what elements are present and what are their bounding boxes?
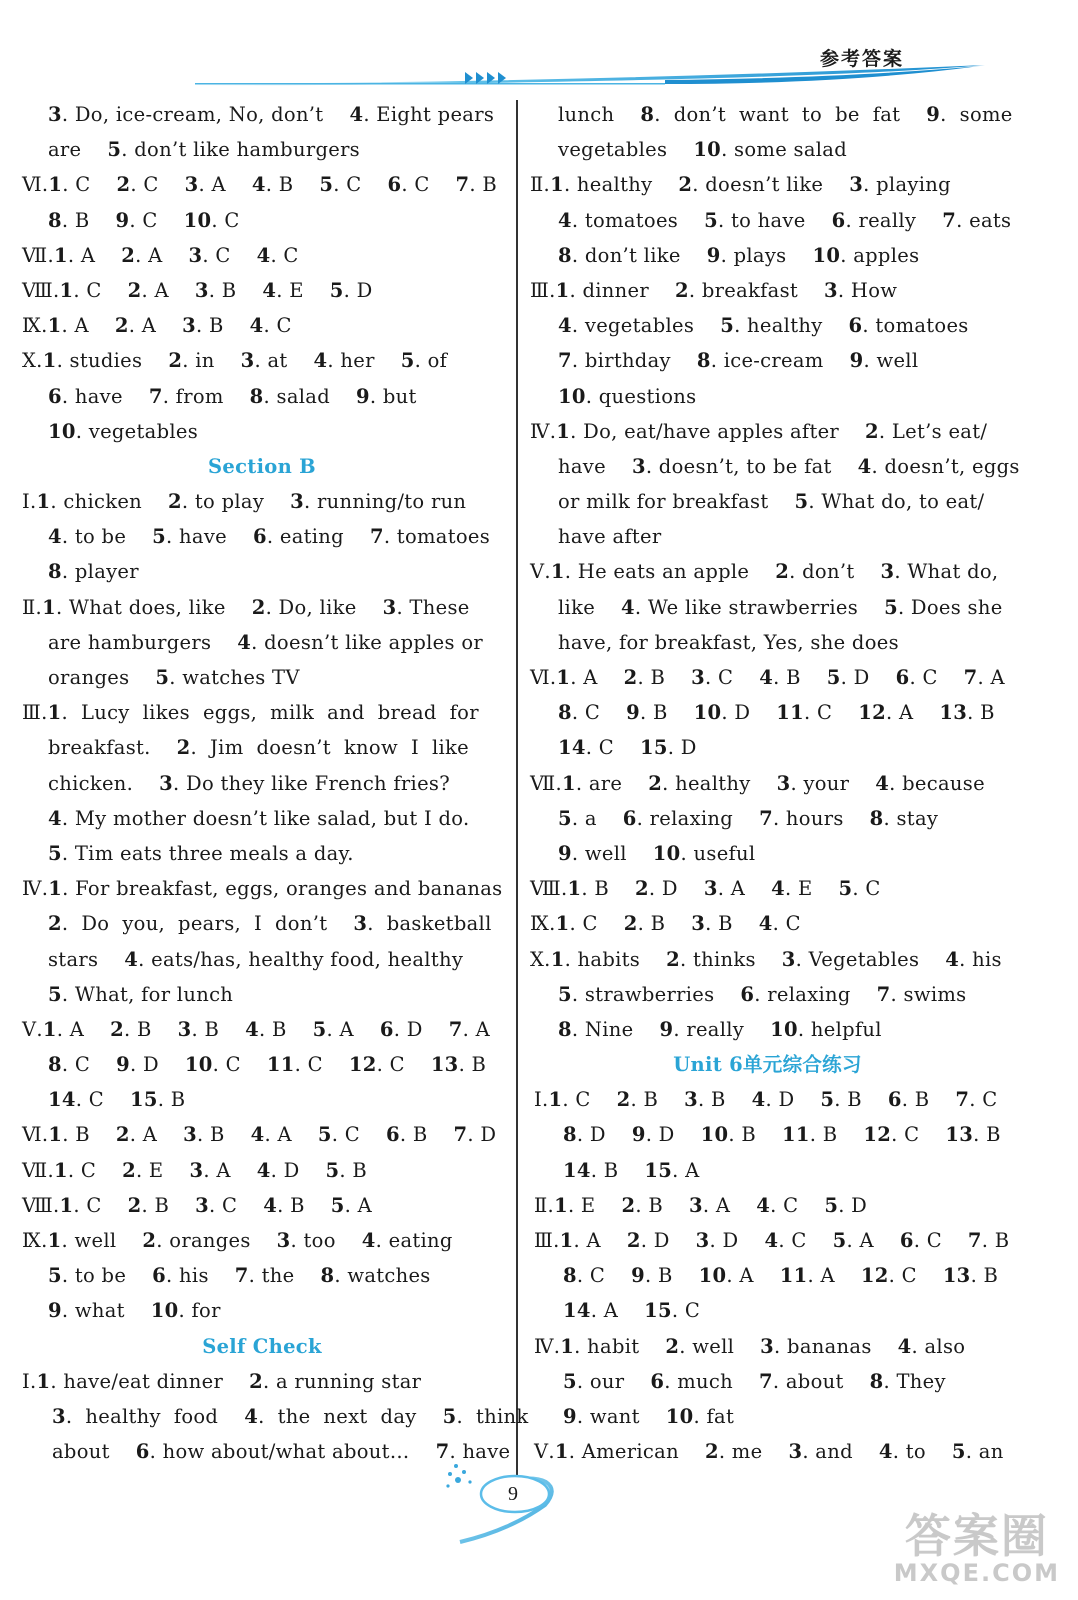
answer-line: vegetables 10. some salad: [558, 138, 848, 162]
answer-line: 8. C 9. B 10. A 11. A 12. C 13. B: [563, 1264, 999, 1288]
answer-line: 2. Do you, pears, I don’t 3. basketball: [48, 912, 492, 936]
header-title: 参考答案: [820, 48, 905, 70]
section-heading: Self Check: [202, 1334, 322, 1358]
answer-line: like 4. We like strawberries 5. Does she: [558, 595, 1003, 619]
answer-line: 9. what 10. for: [48, 1299, 221, 1323]
answer-line: 3. Do, ice-cream, No, don’t 4. Eight pears: [48, 103, 495, 126]
answer-line: Ⅰ.1. C 2. B 3. B 4. D 5. B 6. B 7. C: [534, 1088, 998, 1112]
answer-line: are 5. don’t like hamburgers: [48, 138, 360, 162]
answer-line: Ⅹ.1. habits 2. thinks 3. Vegetables 4. his: [530, 947, 1002, 971]
answer-line: 8. Nine 9. really 10. helpful: [558, 1017, 882, 1041]
answer-line: 14. C 15. D: [558, 736, 697, 760]
answer-line: 5. What, for lunch: [48, 982, 234, 1006]
answer-line: 5. strawberries 6. relaxing 7. swims: [558, 982, 967, 1006]
answer-line: Ⅳ.1. habit 2. well 3. bananas 4. also: [534, 1334, 966, 1358]
answer-line: 5. to be 6. his 7. the 8. watches: [48, 1264, 431, 1288]
answer-line: 4. vegetables 5. healthy 6. tomatoes: [558, 314, 969, 338]
answer-line: Ⅲ.1. Lucy likes eggs, milk and bread for: [22, 701, 479, 725]
answer-line: have, for breakfast, Yes, she does: [558, 630, 899, 654]
section-heading: Unit 6单元综合练习: [673, 1053, 862, 1077]
answer-line: 8. D 9. D 10. B 11. B 12. C 13. B: [563, 1123, 1001, 1147]
answer-line: lunch 8. don’t want to be fat 9. some: [558, 103, 1013, 126]
answer-line: 8. C 9. B 10. D 11. C 12. A 13. B: [558, 701, 995, 725]
answer-line: Ⅱ.1. What does, like 2. Do, like 3. These: [22, 595, 470, 619]
answer-line: Ⅸ.1. C 2. B 3. B 4. C: [530, 912, 801, 936]
section-heading: Section B: [208, 454, 316, 478]
answer-line: 14. A 15. C: [563, 1299, 701, 1323]
column-divider: [516, 100, 518, 1480]
answer-line: breakfast. 2. Jim doesn’t know I like: [48, 736, 469, 760]
answer-line: Ⅴ.1. American 2. me 3. and 4. to 5. an: [534, 1440, 1004, 1464]
right-answer-column: [530, 97, 1020, 1469]
answer-line: 8. don’t like 9. plays 10. apples: [558, 243, 920, 267]
answer-line: about 6. how about/what about… 7. have: [52, 1440, 511, 1464]
answer-line: Ⅴ.1. A 2. B 3. B 4. B 5. A 6. D 7. A: [22, 1017, 490, 1041]
answer-line: 8. player: [48, 560, 139, 584]
answer-line: Ⅲ.1. A 2. D 3. D 4. C 5. A 6. C 7. B: [534, 1229, 1010, 1252]
header-decoration: [195, 62, 995, 92]
answer-line: 6. have 7. from 8. salad 9. but: [48, 384, 417, 408]
watermark-title: 答案圈: [904, 1509, 1049, 1563]
answer-line: oranges 5. watches TV: [48, 666, 300, 689]
answer-line: 5. Tim eats three meals a day.: [48, 841, 354, 865]
answer-line: or milk for breakfast 5. What do, to eat/: [558, 490, 985, 514]
answer-line: 3. healthy food 4. the next day 5. think: [52, 1404, 529, 1428]
answer-line: Ⅶ.1. A 2. A 3. C 4. C: [22, 243, 299, 267]
answer-line: Ⅳ.1. For breakfast, eggs, oranges and bananas: [22, 877, 503, 901]
answer-line: Ⅵ.1. B 2. A 3. B 4. A 5. C 6. B 7. D: [22, 1123, 497, 1147]
watermark-url: MXQE.COM: [893, 1559, 1060, 1587]
answer-line: Ⅷ.1. C 2. B 3. C 4. B 5. A: [22, 1193, 372, 1217]
answer-line: 9. well 10. useful: [558, 841, 756, 865]
answer-line: are hamburgers 4. doesn’t like apples or: [48, 630, 483, 654]
answer-line: Ⅳ.1. Do, eat/have apples after 2. Let’s eat/: [530, 419, 988, 443]
answer-line: Ⅷ.1. B 2. D 3. A 4. E 5. C: [530, 877, 881, 901]
answer-line: Ⅰ.1. chicken 2. to play 3. running/to run: [22, 490, 467, 514]
answer-line: Ⅸ.1. well 2. oranges 3. too 4. eating: [22, 1229, 453, 1252]
answer-line: Ⅵ.1. C 2. C 3. A 4. B 5. C 6. C 7. B: [22, 173, 498, 197]
answer-line: have 3. doesn’t, to be fat 4. doesn’t, eggs: [558, 454, 1020, 478]
answer-line: 8. B 9. C 10. C: [48, 208, 240, 232]
answer-line: 10. questions: [558, 384, 697, 408]
answer-line: Ⅱ.1. E 2. B 3. A 4. C 5. D: [534, 1193, 868, 1217]
answer-line: Ⅵ.1. A 2. B 3. C 4. B 5. D 6. C 7. A: [530, 666, 1005, 689]
answer-line: 5. our 6. much 7. about 8. They: [563, 1369, 946, 1393]
answer-line: 14. B 15. A: [563, 1158, 700, 1182]
answer-line: 4. tomatoes 5. to have 6. really 7. eats: [558, 208, 1012, 232]
answer-line: chicken. 3. Do they like French fries?: [48, 771, 450, 795]
left-answer-column: [22, 97, 529, 1469]
answer-line: Ⅷ.1. C 2. A 3. B 4. E 5. D: [22, 278, 373, 302]
answer-line: stars 4. eats/has, healthy food, healthy: [48, 947, 464, 971]
answer-line: Ⅴ.1. He eats an apple 2. don’t 3. What do,: [530, 560, 999, 584]
answer-line: 8. C 9. D 10. C 11. C 12. C 13. B: [48, 1053, 487, 1077]
answer-line: 5. a 6. relaxing 7. hours 8. stay: [558, 806, 939, 830]
answer-line: 9. want 10. fat: [563, 1404, 735, 1428]
answer-line: 14. C 15. B: [48, 1088, 186, 1112]
answer-line: 7. birthday 8. ice-cream 9. well: [558, 349, 919, 373]
page-number: 9: [508, 1483, 518, 1505]
answer-line: Ⅰ.1. have/eat dinner 2. a running star: [22, 1369, 422, 1393]
answer-line: Ⅶ.1. are 2. healthy 3. your 4. because: [530, 771, 985, 795]
answer-line: 10. vegetables: [48, 419, 199, 443]
answer-line: Ⅶ.1. C 2. E 3. A 4. D 5. B: [22, 1158, 368, 1182]
answer-line: 4. My mother doesn’t like salad, but I do.: [48, 806, 470, 830]
site-watermark: [893, 1509, 1060, 1587]
answer-line: Ⅹ.1. studies 2. in 3. at 4. her 5. of: [22, 349, 448, 373]
answer-line: have after: [558, 525, 662, 549]
answer-line: Ⅱ.1. healthy 2. doesn’t like 3. playing: [530, 173, 951, 197]
answer-line: Ⅲ.1. dinner 2. breakfast 3. How: [530, 278, 898, 302]
answer-line: 4. to be 5. have 6. eating 7. tomatoes: [48, 525, 491, 549]
answer-line: Ⅸ.1. A 2. A 3. B 4. C: [22, 314, 292, 338]
